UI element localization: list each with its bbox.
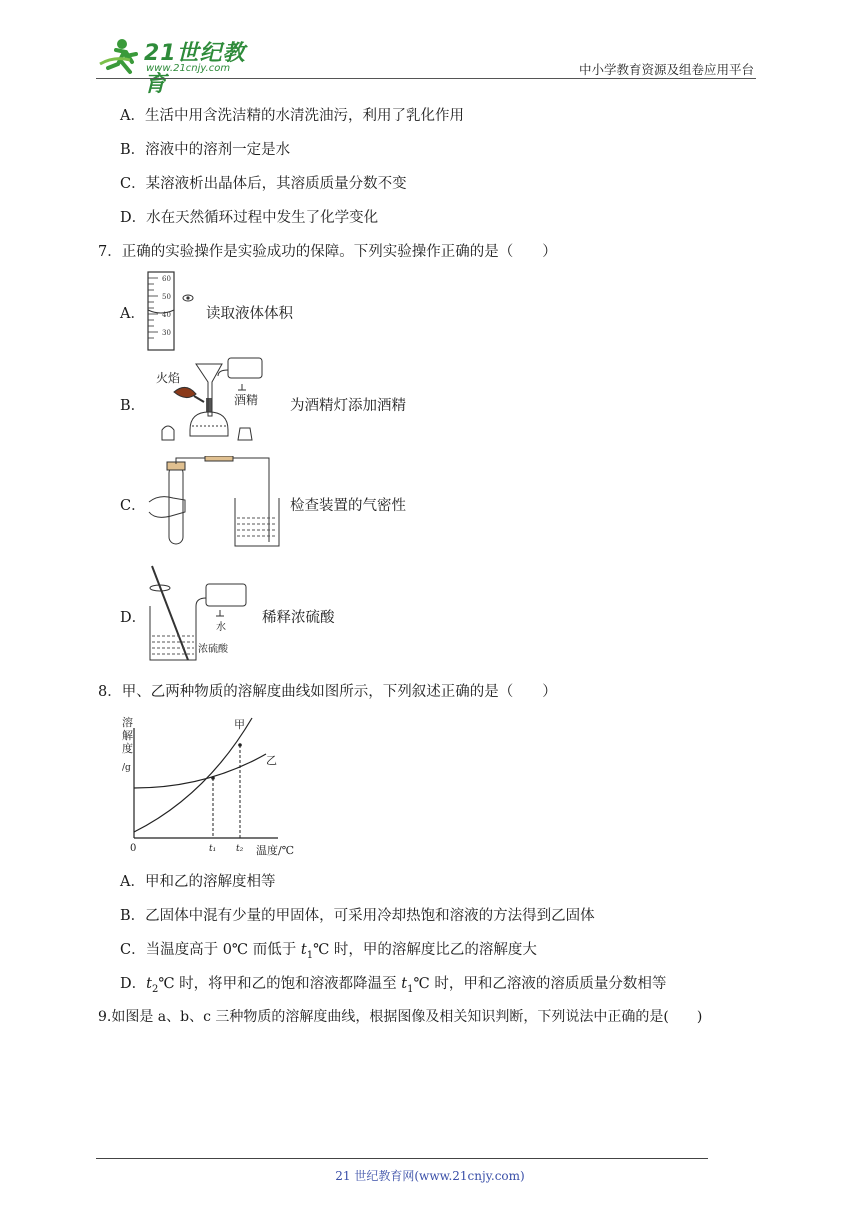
dilute-acid-figure [142,564,262,664]
q6-option-d: D．水在天然循环过程中发生了化学变化 [120,210,379,226]
q8-option-a: A．甲和乙的溶解度相等 [120,874,276,890]
logo-url: www.21cnjy.com [146,63,231,74]
alcohol-label: 酒精 [234,393,259,407]
q7-option-b-letter: B． [120,398,146,414]
ylabel-4: /g [122,763,131,773]
q8-stem: 8．甲、乙两种物质的溶解度曲线如图所示，下列叙述正确的是（ ） [98,684,557,700]
ylabel-3: 度 [122,742,133,755]
graduated-cylinder-figure [142,270,202,354]
airtightness-check-figure [145,456,285,550]
q7-stem: 7．正确的实验操作是实验成功的保障。下列实验操作正确的是（ ） [98,244,557,260]
logo-text: 21世纪教育 [144,41,246,97]
footer-link[interactable]: 21 世纪教育网(www.21cnjy.com) [335,1169,525,1183]
q7-option-a-desc: 读取液体体积 [206,306,293,322]
curve-yi [134,754,266,788]
ylabel-1: 溶 [122,716,133,729]
curve-jia [134,718,252,832]
acid-label: 浓硫酸 [198,644,228,655]
tick-50: 50 [162,293,171,301]
q8-option-c: C．当温度高于 0℃ 而低于 $t_1℃$ 时，甲的溶解度比乙的溶解度大 [120,942,537,961]
ylabel-2: 解 [122,729,133,742]
tick-60: 60 [162,275,171,283]
xlabel: 温度/℃ [256,844,295,857]
q7-option-c-letter: C． [120,498,146,514]
q6-option-a: A．生活中用含洗洁精的水清洗油污，利用了乳化作用 [120,108,464,124]
platform-name: 中小学教育资源及组卷应用平台 [578,62,754,77]
header-divider [96,78,756,79]
solubility-curve-chart [116,714,300,860]
q8-option-b: B．乙固体中混有少量的甲固体，可采用冷却热饱和溶液的方法得到乙固体 [120,908,595,924]
footer-divider [96,1158,708,1159]
alcohol-lamp-figure [152,356,278,444]
q7-option-a-letter: A． [120,306,145,322]
q6-option-b: B．溶液中的溶剂一定是水 [120,142,291,158]
t1-label: t₁ [209,844,217,854]
origin-label: 0 [130,843,137,854]
q8-option-d: D．$t_2℃$ 时，将甲和乙的饱和溶液都降温至 $t_1℃$ 时，甲和乙溶液的溶质质量分数相等 [120,976,667,995]
t2-label: t₂ [236,844,244,854]
series-yi-label: 乙 [266,754,277,767]
q7-option-d-desc: 稀释浓硫酸 [262,610,335,626]
q7-option-d-letter: D． [120,610,147,626]
water-label: 水 [216,622,226,633]
q7-option-b-desc: 为酒精灯添加酒精 [290,398,406,414]
tick-40: 40 [162,311,171,319]
q6-option-c: C．某溶液析出晶体后，其溶质质量分数不变 [120,176,407,192]
flame-label: 火焰 [156,371,181,385]
q7-option-c-desc: 检查装置的气密性 [290,498,406,514]
site-logo[interactable] [96,34,256,97]
tick-30: 30 [162,329,171,337]
series-jia-label: 甲 [234,718,245,731]
q9-stem: 9.如图是 a、b、c 三种物质的溶解度曲线，根据图像及相关知识判断，下列说法中正确的是( ) [98,1009,703,1025]
